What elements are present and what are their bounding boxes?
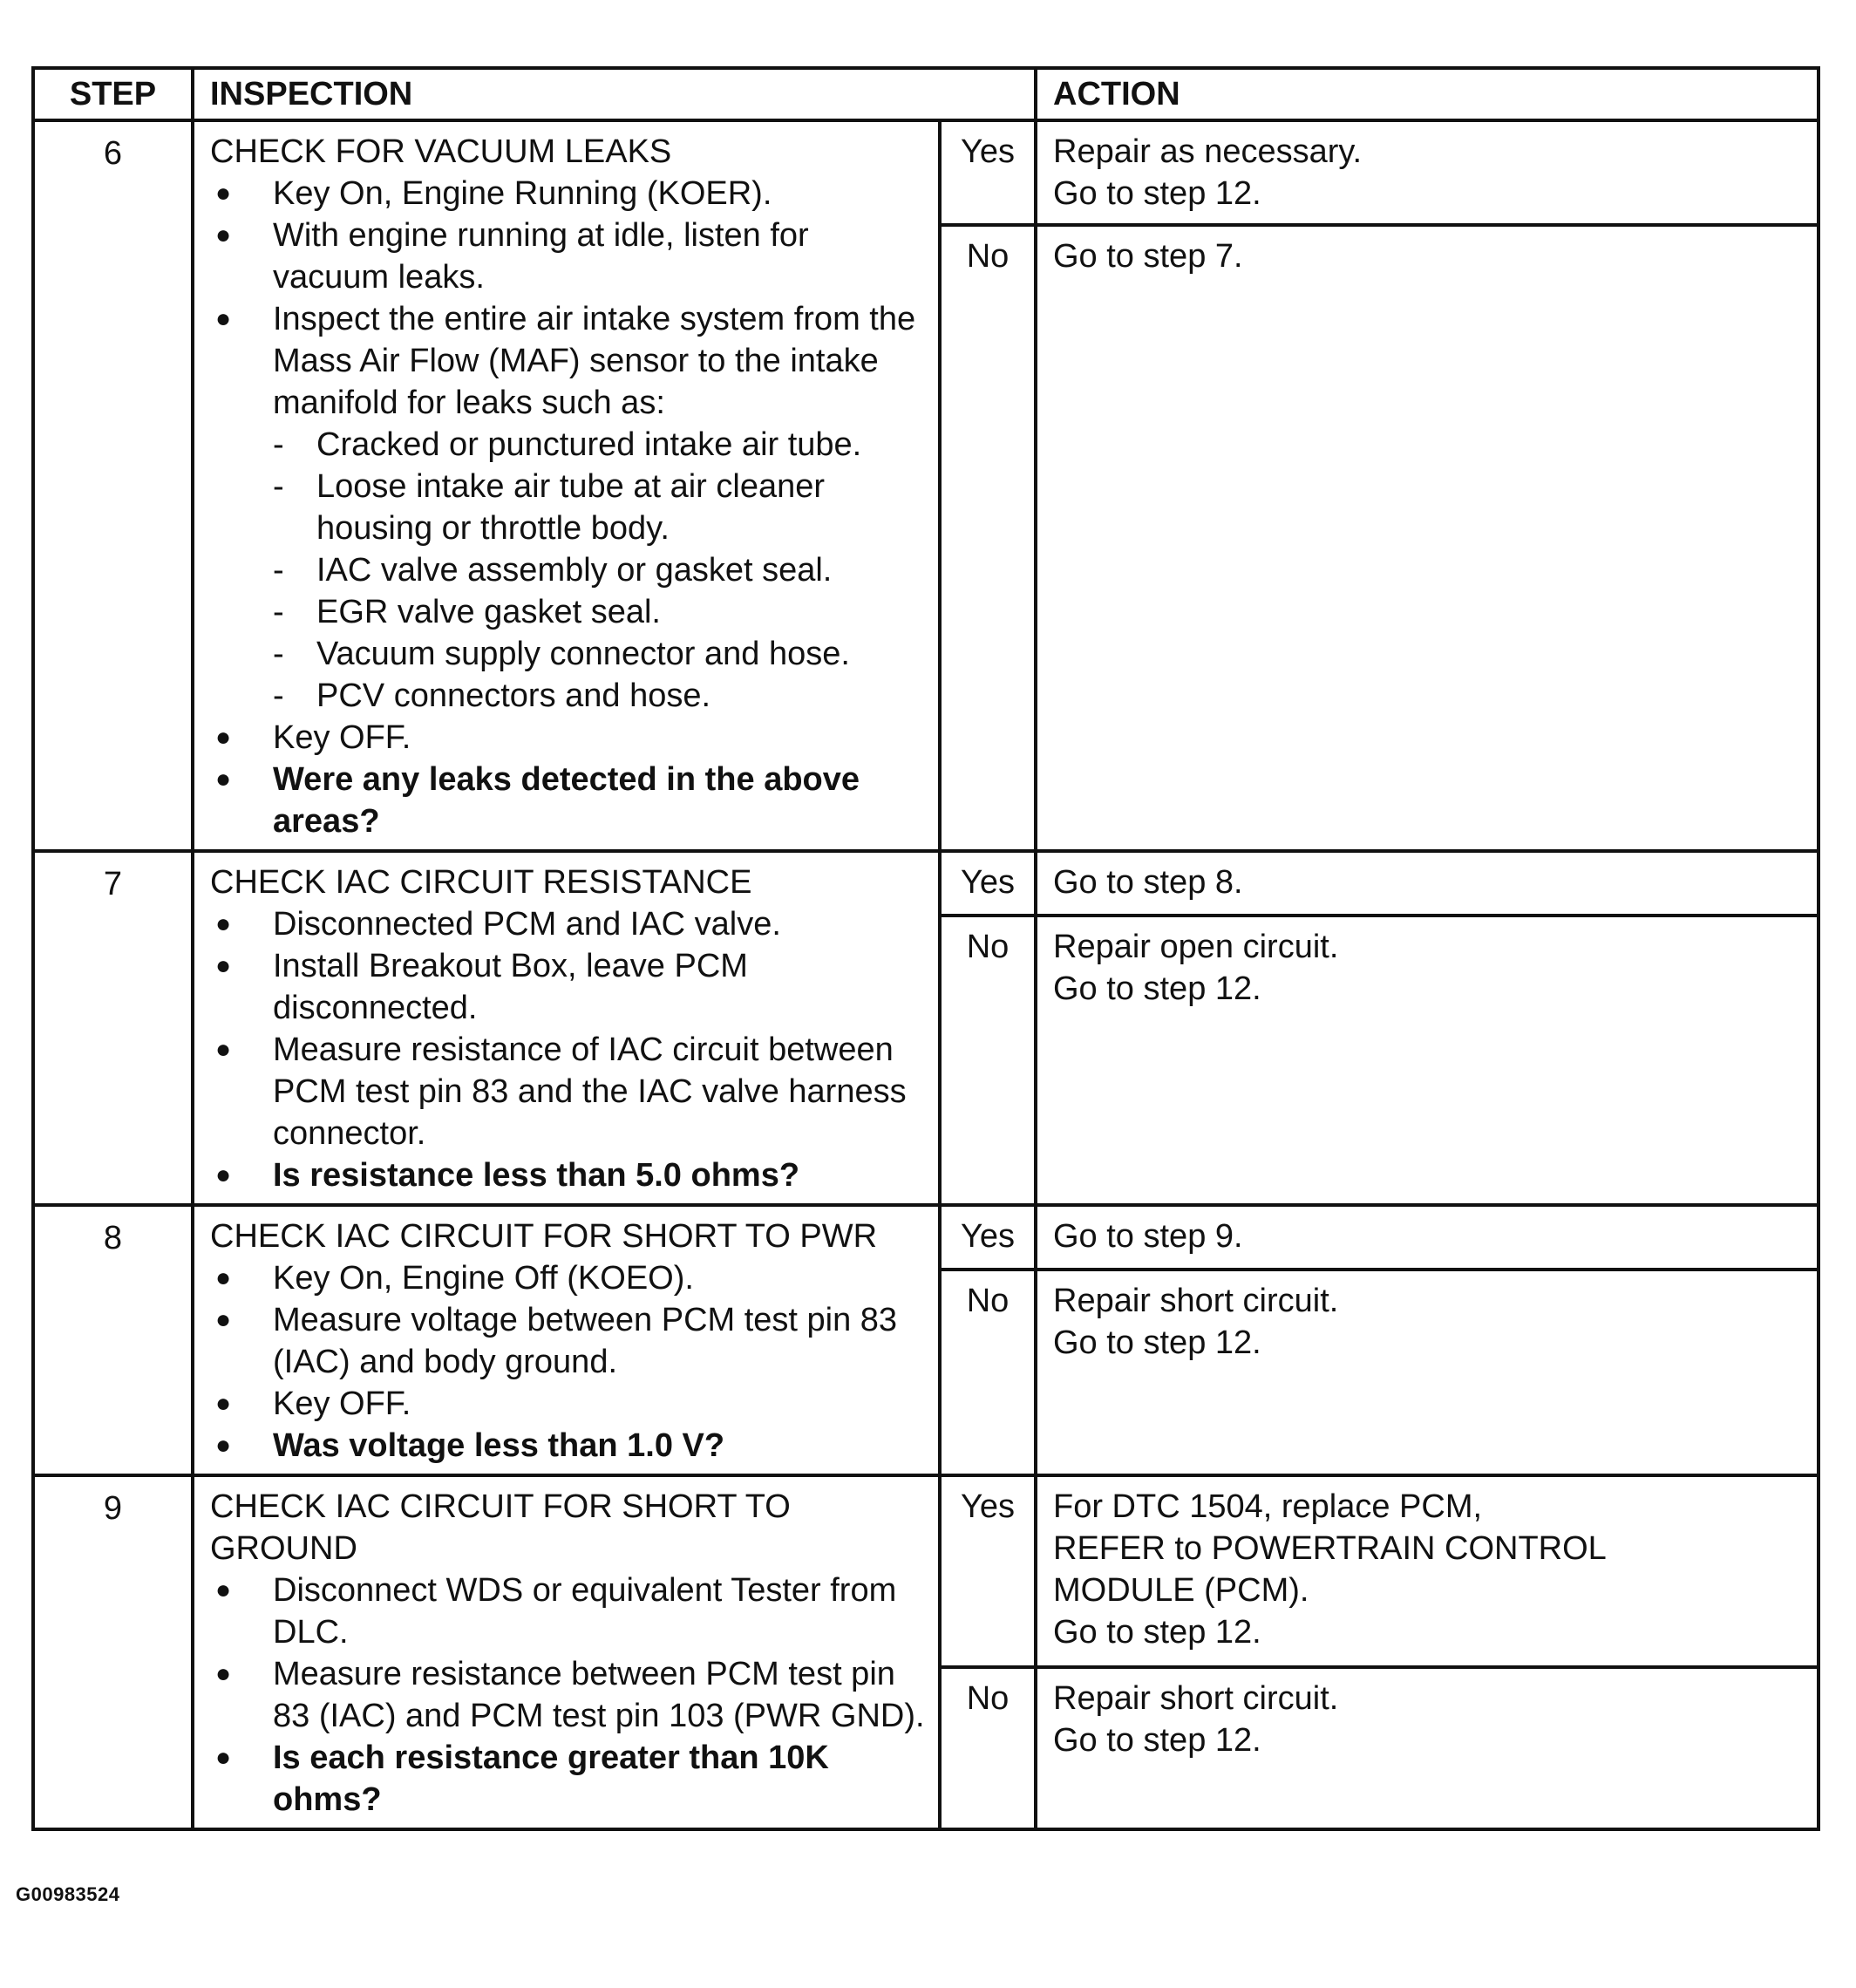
step-number: 8 [33, 1205, 193, 1475]
header-step: STEP [33, 68, 193, 120]
question-item [210, 759, 926, 842]
yes-label: Yes [940, 120, 1036, 225]
bullet-icon: ● [215, 951, 232, 980]
header-action: ACTION [1036, 68, 1819, 120]
bullet-item [210, 1569, 926, 1653]
action-line: For DTC 1504, replace PCM, [1053, 1488, 1483, 1525]
sub-item [273, 675, 926, 717]
sub-item-text: PCV connectors and hose. [316, 677, 711, 714]
action-line: Repair short circuit. [1053, 1680, 1339, 1717]
step-6-inspection [193, 120, 940, 851]
action-line: Go to step 12. [1053, 1722, 1261, 1759]
bullet-icon: ● [215, 1161, 232, 1189]
sub-item-text: Vacuum supply connector and hose. [316, 636, 850, 672]
dash-icon: - [273, 468, 284, 505]
sub-item [273, 424, 926, 466]
action-line: Go to step 7. [1053, 238, 1243, 275]
header-inspection: INSPECTION [193, 68, 1036, 120]
step-title: CHECK IAC CIRCUIT RESISTANCE [210, 864, 752, 901]
step-title: CHECK IAC CIRCUIT FOR SHORT TO GROUND [210, 1488, 791, 1567]
sub-list [273, 424, 926, 717]
action-line: Go to step 12. [1053, 175, 1261, 212]
yes-action [1036, 120, 1819, 225]
bullet-item [210, 173, 926, 214]
question-item [210, 1737, 926, 1821]
no-label: No [940, 1667, 1036, 1829]
bullet-text: Key On, Engine Off (KOEO). [273, 1260, 694, 1297]
dash-icon: - [273, 636, 284, 672]
bullet-icon: ● [215, 1035, 232, 1064]
question-text: Were any leaks detected in the above areas? [273, 761, 860, 840]
step-9-yes-row [33, 1475, 1819, 1667]
bullet-item [210, 903, 926, 945]
action-line: Go to step 9. [1053, 1218, 1243, 1255]
step-title: CHECK FOR VACUUM LEAKS [210, 133, 672, 170]
action-line: MODULE (PCM). [1053, 1572, 1309, 1609]
action-line: REFER to POWERTRAIN CONTROL [1053, 1530, 1607, 1567]
diagnostic-table-container [31, 66, 1817, 1831]
no-label: No [940, 1270, 1036, 1475]
bullet-text: Disconnect WDS or equivalent Tester from DLC. [273, 1572, 897, 1651]
step-9-bullets [210, 1569, 926, 1821]
question-text: Was voltage less than 1.0 V? [273, 1427, 725, 1464]
question-item [210, 1425, 926, 1467]
bullet-icon: ● [215, 221, 232, 249]
action-line: Repair as necessary. [1053, 133, 1363, 170]
sub-item-text: Loose intake air tube at air cleaner housing or throttle body. [316, 468, 826, 547]
step-number: 9 [33, 1475, 193, 1829]
bullet-text: Disconnected PCM and IAC valve. [273, 906, 781, 943]
bullet-item [210, 214, 926, 298]
bullet-text: Inspect the entire air intake system from the Mass Air Flow (MAF) sensor to the intake manifold for leaks such as: [273, 301, 916, 421]
bullet-text: Key OFF. [273, 719, 411, 756]
question-item [210, 1154, 926, 1196]
bullet-item [210, 1029, 926, 1154]
diagnostic-table [31, 66, 1820, 1831]
action-line: Go to step 12. [1053, 1324, 1261, 1361]
sub-item [273, 549, 926, 591]
yes-label: Yes [940, 1475, 1036, 1667]
bullet-item [210, 298, 926, 717]
bullet-icon: ● [215, 304, 232, 333]
step-8-bullets [210, 1257, 926, 1467]
bullet-text: Measure resistance between PCM test pin 83 (IAC) and PCM test pin 103 (PWR GND). [273, 1656, 925, 1734]
bullet-icon: ● [215, 909, 232, 938]
no-action [1036, 916, 1819, 1205]
yes-label: Yes [940, 1205, 1036, 1270]
step-6-bullets [210, 173, 926, 842]
sub-item-text: Cracked or punctured intake air tube. [316, 426, 862, 463]
no-action [1036, 1270, 1819, 1475]
yes-action [1036, 851, 1819, 916]
bullet-icon: ● [215, 1431, 232, 1460]
sub-item [273, 591, 926, 633]
figure-id: G00983524 [16, 1883, 120, 1905]
bullet-text: With engine running at idle, listen for vacuum leaks. [273, 217, 809, 296]
no-action [1036, 225, 1819, 851]
sub-item [273, 633, 926, 675]
bullet-text: Measure resistance of IAC circuit between PCM test pin 83 and the IAC valve harness connector. [273, 1031, 907, 1152]
no-label: No [940, 225, 1036, 851]
bullet-icon: ● [215, 1305, 232, 1334]
bullet-icon: ● [215, 723, 232, 752]
bullet-item [210, 1299, 926, 1383]
dash-icon: - [273, 552, 284, 589]
bullet-icon: ● [215, 765, 232, 793]
bullet-item [210, 717, 926, 759]
action-line: Go to step 12. [1053, 1614, 1261, 1651]
dash-icon: - [273, 677, 284, 714]
bullet-item [210, 1257, 926, 1299]
step-8-inspection [193, 1205, 940, 1475]
question-text: Is each resistance greater than 10K ohms? [273, 1740, 829, 1818]
yes-label: Yes [940, 851, 1036, 916]
bullet-icon: ● [215, 1389, 232, 1418]
sub-item [273, 466, 926, 549]
no-label: No [940, 916, 1036, 1205]
step-number: 6 [33, 120, 193, 851]
no-action [1036, 1667, 1819, 1829]
step-9-inspection [193, 1475, 940, 1829]
bullet-text: Key On, Engine Running (KOER). [273, 175, 772, 212]
sub-item-text: EGR valve gasket seal. [316, 594, 661, 630]
bullet-icon: ● [215, 179, 232, 208]
step-number: 7 [33, 851, 193, 1205]
bullet-item [210, 1383, 926, 1425]
step-title: CHECK IAC CIRCUIT FOR SHORT TO PWR [210, 1218, 878, 1255]
dash-icon: - [273, 594, 284, 630]
dash-icon: - [273, 426, 284, 463]
step-7-inspection [193, 851, 940, 1205]
action-line: Repair short circuit. [1053, 1283, 1339, 1319]
bullet-icon: ● [215, 1576, 232, 1604]
bullet-icon: ● [215, 1743, 232, 1772]
action-line: Go to step 8. [1053, 864, 1243, 901]
action-line: Go to step 12. [1053, 970, 1261, 1007]
bullet-icon: ● [215, 1659, 232, 1688]
step-8-yes-row [33, 1205, 1819, 1270]
sub-item-text: IAC valve assembly or gasket seal. [316, 552, 833, 589]
header-row [33, 68, 1819, 120]
question-text: Is resistance less than 5.0 ohms? [273, 1157, 800, 1194]
bullet-item [210, 945, 926, 1029]
step-7-yes-row [33, 851, 1819, 916]
bullet-item [210, 1653, 926, 1737]
action-line: Repair open circuit. [1053, 929, 1339, 965]
step-7-bullets [210, 903, 926, 1196]
yes-action [1036, 1205, 1819, 1270]
yes-action [1036, 1475, 1819, 1667]
bullet-text: Install Breakout Box, leave PCM disconnected. [273, 948, 748, 1026]
bullet-text: Measure voltage between PCM test pin 83 (IAC) and body ground. [273, 1302, 898, 1380]
bullet-text: Key OFF. [273, 1385, 411, 1422]
step-6-yes-row [33, 120, 1819, 225]
bullet-icon: ● [215, 1263, 232, 1292]
